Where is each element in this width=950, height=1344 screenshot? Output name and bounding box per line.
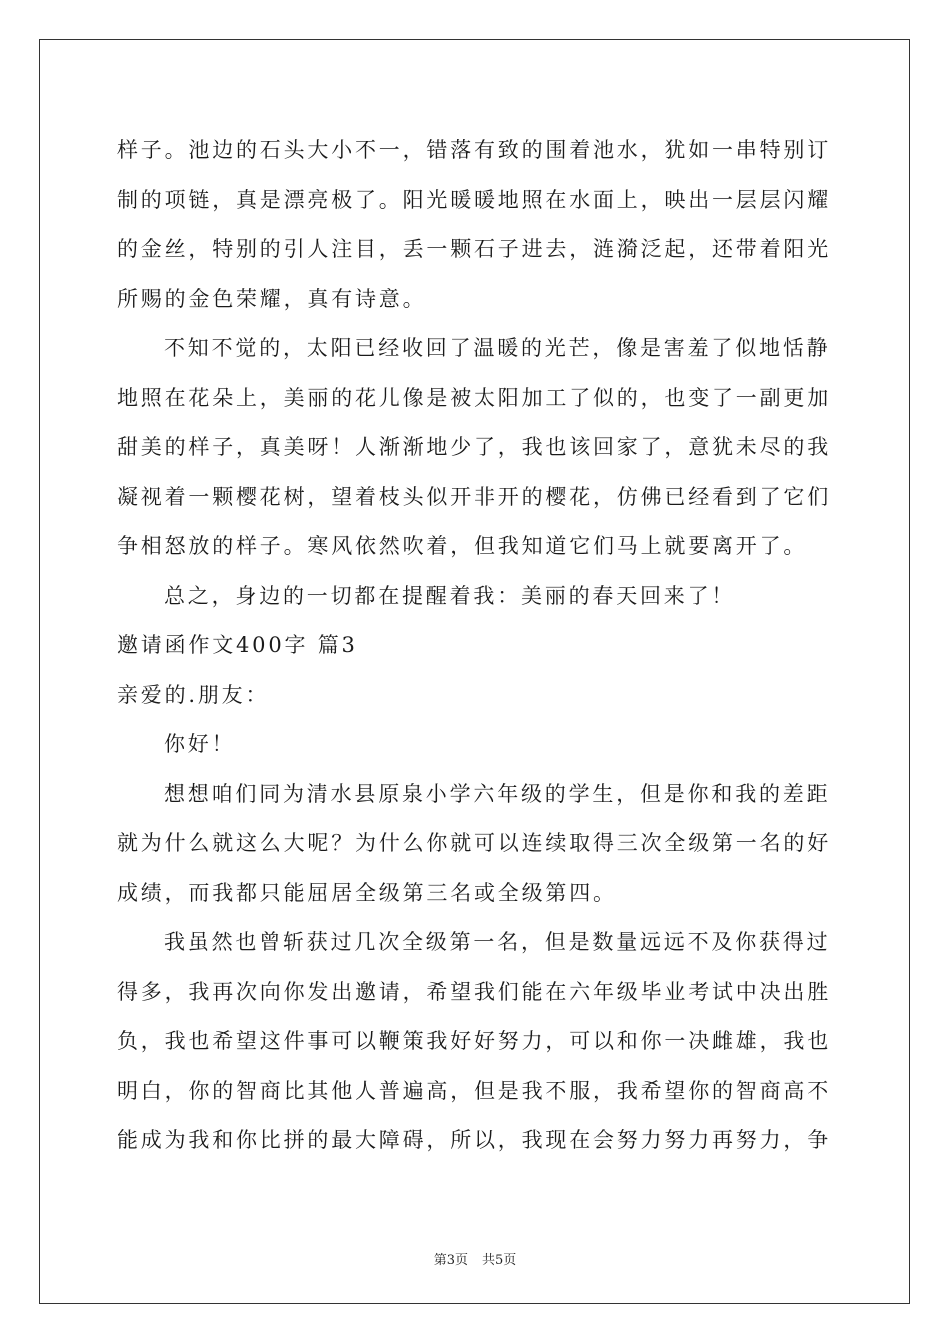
text-line: 不知不觉的，太阳已经收回了温暖的光芒，像是害羞了似地恬静 (164, 336, 831, 360)
text-line: 得多，我再次向你发出邀请，希望我们能在六年级毕业考试中决出胜 (117, 979, 831, 1004)
text-line: 亲爱的.朋友： (117, 682, 270, 707)
text-line: 地照在花朵上，美丽的花儿像是被太阳加工了似的，也变了一副更加 (117, 385, 831, 410)
text-line: 明白，你的智商比其他人普遍高，但是我不服，我希望你的智商高不 (117, 1078, 831, 1103)
text-line: 成绩，而我都只能屈居全级第三名或全级第四。 (117, 880, 617, 905)
text-line: 样子。池边的石头大小不一，错落有致的围着池水，犹如一串特别订 (117, 138, 831, 162)
page-footer (0, 1249, 950, 1268)
text-line: 就为什么就这么大呢？为什么你就可以连续取得三次全级第一名的好 (117, 831, 831, 855)
text-line: 凝视着一颗樱花树，望着枝头似开非开的樱花，仿佛已经看到了它们 (117, 484, 831, 509)
text-line: 的金丝，特别的引人注目，丢一颗石子进去，涟漪泛起，还带着阳光 (117, 237, 831, 261)
text-line: 你好！ (164, 732, 236, 756)
text-line: 想想咱们同为清水县原泉小学六年级的学生，但是你和我的差距 (164, 781, 831, 806)
page-number-total: 共5页 (482, 1253, 517, 1268)
text-line: 所赐的金色荣耀，真有诗意。 (117, 286, 427, 311)
text-line: 负，我也希望这件事可以鞭策我好好努力，可以和你一决雌雄，我也 (117, 1029, 831, 1053)
document-body (117, 126, 833, 1166)
text-line: 制的项链，真是漂亮极了。阳光暖暖地照在水面上，映出一层层闪耀 (117, 187, 831, 212)
page-number-current: 第3页 (433, 1253, 468, 1268)
text-line: 邀请函作文400字 篇3 (117, 633, 358, 657)
text-line: 能成为我和你比拼的最大障碍，所以，我现在会努力努力再努力，争 (117, 1128, 831, 1152)
text-line: 甜美的样子，真美呀！人渐渐地少了，我也该回家了，意犹未尽的我 (117, 435, 831, 459)
text-line: 我虽然也曾斩获过几次全级第一名，但是数量远远不及你获得过 (164, 930, 831, 954)
text-line: 总之，身边的一切都在提醒着我：美丽的春天回来了！ (164, 583, 736, 608)
text-line: 争相怒放的样子。寒风依然吹着，但我知道它们马上就要离开了。 (117, 534, 808, 558)
